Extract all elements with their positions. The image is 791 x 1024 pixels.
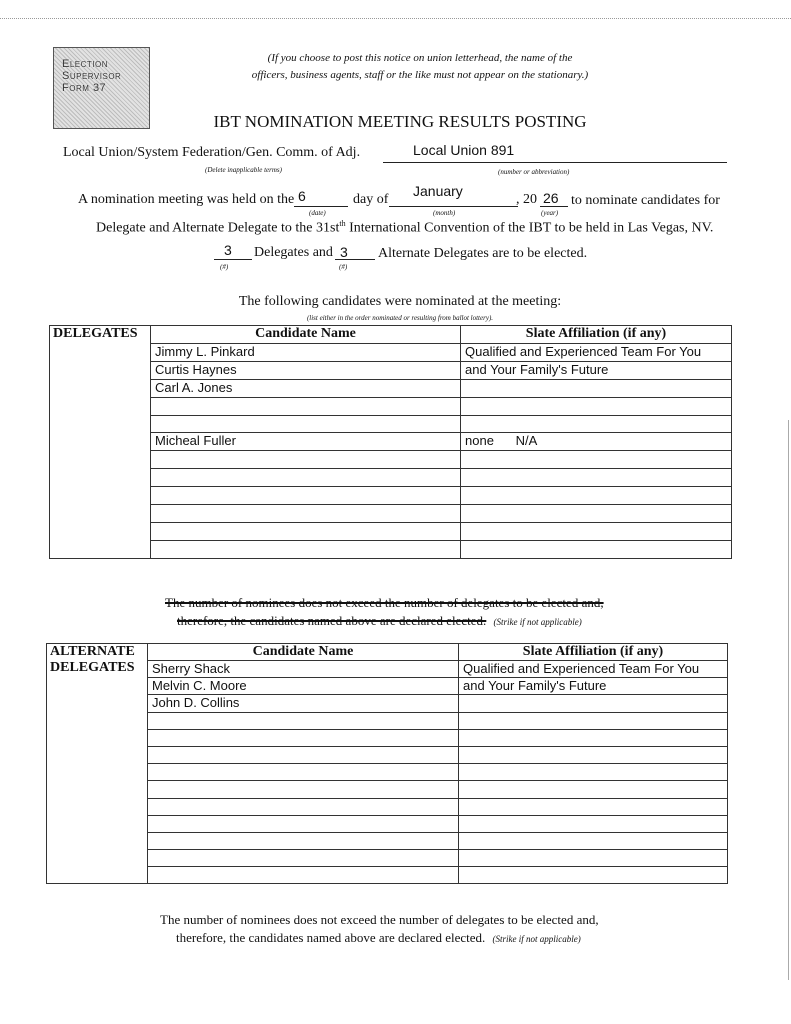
- table-row: [47, 832, 728, 849]
- table-row: [50, 469, 732, 487]
- slate-affiliation-cell: [461, 469, 732, 487]
- table-row: [47, 764, 728, 781]
- candidate-name-cell: John D. Collins: [148, 695, 459, 712]
- table-row: [50, 361, 732, 379]
- slate-affiliation-cell: [459, 764, 728, 781]
- column-header-candidate-name: Candidate Name: [151, 326, 461, 344]
- table-row: [50, 415, 732, 433]
- table-row: [50, 487, 732, 505]
- slate-affiliation-cell: Qualified and Experienced Team For You: [461, 344, 732, 362]
- elected-statement-line-2: therefore, the candidates named above are declared elected.: [176, 930, 486, 945]
- right-edge: [788, 420, 789, 980]
- candidate-name-cell: Jimmy L. Pinkard: [151, 344, 461, 362]
- meeting-year-underline: [540, 206, 568, 207]
- meeting-line-2: [96, 219, 713, 237]
- table-row: [47, 815, 728, 832]
- candidate-name-cell: Sherry Shack: [148, 661, 459, 678]
- table-row: [47, 781, 728, 798]
- page-title: IBT NOMINATION MEETING RESULTS POSTING: [213, 112, 587, 131]
- meeting-sub-date: (date): [309, 209, 326, 217]
- table-row: [50, 433, 732, 451]
- candidate-name-cell: [151, 487, 461, 505]
- candidate-name-cell: [148, 867, 459, 884]
- slate-affiliation-cell: [461, 379, 732, 397]
- election-supervisor-stamp: [53, 47, 150, 129]
- top-border: [0, 18, 791, 19]
- local-union-sub-right: (number or abbreviation): [498, 168, 570, 176]
- slate-affiliation-cell: [461, 397, 732, 415]
- slate-affiliation-cell: [459, 781, 728, 798]
- slate-affiliation-cell: and Your Family's Future: [459, 678, 728, 695]
- stamp-line-1: Election: [62, 58, 109, 70]
- candidate-name-cell: [148, 815, 459, 832]
- local-union-sub-left: (Delete inapplicable terms): [205, 166, 282, 174]
- meeting-prefix: A nomination meeting was held on the: [78, 192, 295, 207]
- table-header-row: [47, 644, 728, 661]
- candidate-name-cell: [151, 505, 461, 523]
- section-label-text: DELEGATES: [53, 326, 138, 341]
- slate-affiliation-cell: [461, 487, 732, 505]
- candidate-name-cell: [151, 415, 461, 433]
- strike-statement-1-line-2-wrap: [177, 613, 582, 629]
- slate-affiliation-cell: [461, 505, 732, 523]
- candidate-name-cell: [151, 397, 461, 415]
- strike-note-2: (Strike if not applicable): [492, 934, 581, 944]
- column-header-candidate-name: Candidate Name: [148, 644, 459, 661]
- slate-affiliation-cell: [459, 729, 728, 746]
- meeting-sup: th: [339, 219, 346, 228]
- slate-affiliation-cell: [461, 540, 732, 558]
- alternates-label: Alternate Delegates are to be elected.: [378, 246, 588, 261]
- meeting-year-value: 26: [543, 190, 559, 206]
- slate-affiliation-cell: [459, 850, 728, 867]
- table-row: [47, 695, 728, 712]
- table-row: [47, 661, 728, 678]
- table-row: [47, 798, 728, 815]
- letterhead-notice-line-2: officers, business agents, staff or the like must not appear on the stationary.): [251, 69, 589, 81]
- alternate-count-value: 3: [340, 244, 348, 260]
- table-header-row: [50, 326, 732, 344]
- slate-affiliation-cell: [461, 522, 732, 540]
- slate-affiliation-cell: [461, 415, 732, 433]
- delegate-count-value: 3: [224, 242, 232, 258]
- slate-affiliation-cell: [459, 867, 728, 884]
- strike-statement-1-line-1: The number of nominees does not exceed the number of delegates to be elected and,: [165, 595, 604, 610]
- meeting-date-underline: [294, 206, 348, 207]
- table-row: [50, 451, 732, 469]
- section-label: [50, 326, 151, 559]
- meeting-day-of: day of: [353, 192, 389, 207]
- table-row: [47, 867, 728, 884]
- strike-note-1: (Strike if not applicable): [493, 617, 582, 627]
- stamp-line-2: Supervisor: [62, 70, 122, 82]
- elected-statement-line-1: The number of nominees does not exceed the number of delegates to be elected and,: [160, 912, 599, 927]
- table-row: [47, 712, 728, 729]
- meeting-sub-month: (month): [433, 209, 456, 217]
- table-row: [50, 344, 732, 362]
- letterhead-notice-line-1: (If you choose to post this notice on union letterhead, the name of the: [267, 52, 573, 64]
- table-row: [50, 505, 732, 523]
- section-label: [47, 644, 148, 884]
- delegates-table: [49, 325, 732, 559]
- local-union-value: Local Union 891: [413, 142, 515, 158]
- column-header-slate-affiliation: Slate Affiliation (if any): [461, 326, 732, 344]
- table-row: [50, 379, 732, 397]
- candidate-name-cell: Curtis Haynes: [151, 361, 461, 379]
- candidate-name-cell: [148, 729, 459, 746]
- meeting-month-value: January: [413, 183, 463, 199]
- meeting-line-2b: International Convention of the IBT to be held in Las Vegas, NV.: [345, 220, 714, 236]
- strike-statement-1-line-2: therefore, the candidates named above are declared elected.: [177, 613, 487, 628]
- meeting-date-value: 6: [298, 188, 306, 204]
- candidate-name-cell: [148, 832, 459, 849]
- delegate-count-sub: (#): [220, 263, 229, 271]
- candidate-name-cell: [148, 764, 459, 781]
- local-union-label: Local Union/System Federation/Gen. Comm. of Adj.: [63, 145, 361, 160]
- delegate-count-underline: [214, 259, 252, 260]
- candidate-name-cell: Melvin C. Moore: [148, 678, 459, 695]
- delegates-label: Delegates and: [254, 245, 333, 260]
- meeting-year-prefix: , 20: [516, 192, 537, 207]
- slate-affiliation-cell: [459, 832, 728, 849]
- meeting-suffix: to nominate candidates for: [571, 193, 720, 208]
- slate-affiliation-cell: [459, 815, 728, 832]
- table-row: [47, 729, 728, 746]
- section-label-text: DELEGATES: [50, 660, 135, 675]
- candidate-name-cell: [151, 540, 461, 558]
- local-union-underline: [383, 162, 727, 163]
- candidate-name-cell: [148, 781, 459, 798]
- stamp-line-3: Form 37: [62, 82, 107, 94]
- table-row: [47, 746, 728, 763]
- slate-affiliation-cell: [459, 746, 728, 763]
- candidate-name-cell: [151, 469, 461, 487]
- table-row: [50, 397, 732, 415]
- table-row: [50, 522, 732, 540]
- candidate-name-cell: Micheal Fuller: [151, 433, 461, 451]
- slate-affiliation-cell: Qualified and Experienced Team For You: [459, 661, 728, 678]
- alternate-delegates-table: [46, 643, 728, 884]
- candidate-name-cell: [148, 746, 459, 763]
- meeting-line-2a: Delegate and Alternate Delegate to the 31st: [96, 220, 340, 236]
- table-row: [47, 678, 728, 695]
- slate-affiliation-cell: none N/A: [461, 433, 732, 451]
- candidates-intro: The following candidates were nominated at the meeting:: [238, 294, 562, 309]
- slate-affiliation-cell: [461, 451, 732, 469]
- candidates-intro-sub: (list either in the order nominated or resulting from ballot lottery).: [306, 314, 494, 322]
- table-row: [47, 850, 728, 867]
- alternate-count-sub: (#): [339, 263, 348, 271]
- slate-affiliation-cell: and Your Family's Future: [461, 361, 732, 379]
- section-label-text: ALTERNATE: [50, 644, 135, 659]
- elected-statement-line-2-wrap: [176, 930, 581, 946]
- candidate-name-cell: [148, 798, 459, 815]
- slate-affiliation-cell: [459, 798, 728, 815]
- slate-affiliation-cell: [459, 712, 728, 729]
- candidate-name-cell: [151, 451, 461, 469]
- meeting-month-underline: [389, 206, 518, 207]
- column-header-slate-affiliation: Slate Affiliation (if any): [459, 644, 728, 661]
- candidate-name-cell: [148, 850, 459, 867]
- table-row: [50, 540, 732, 558]
- candidate-name-cell: [148, 712, 459, 729]
- candidate-name-cell: Carl A. Jones: [151, 379, 461, 397]
- candidate-name-cell: [151, 522, 461, 540]
- slate-affiliation-cell: [459, 695, 728, 712]
- meeting-sub-year: (year): [541, 209, 559, 217]
